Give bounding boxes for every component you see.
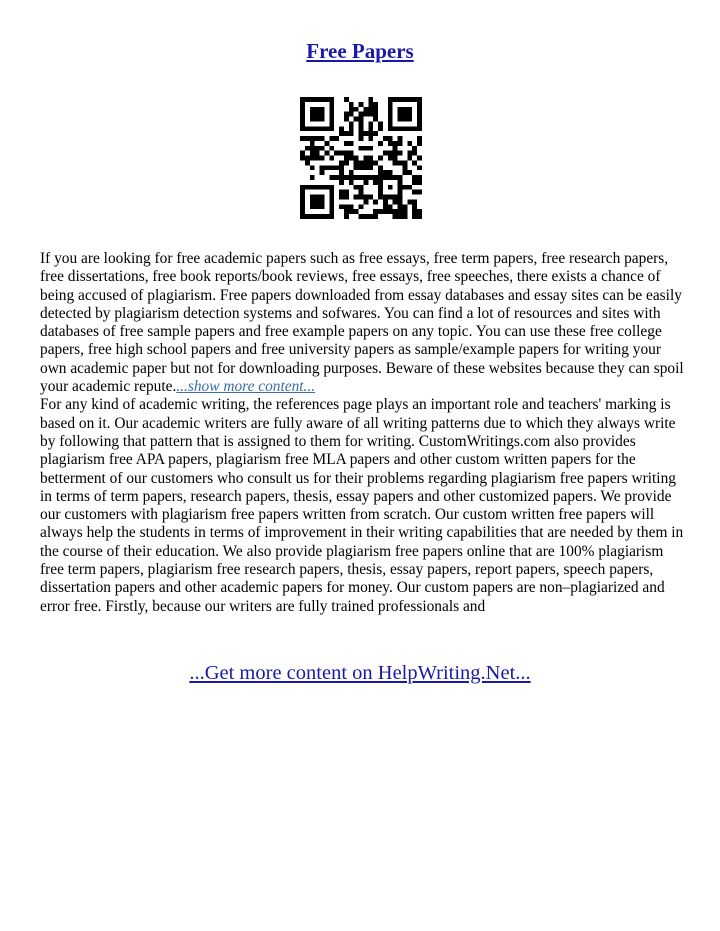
article-paragraph-1 <box>40 250 686 396</box>
footer <box>0 660 720 686</box>
show-more-link[interactable]: ...show more content... <box>176 378 316 396</box>
get-more-content-link[interactable]: ...Get more content on HelpWriting.Net... <box>189 662 531 684</box>
qr-code-icon <box>300 97 422 219</box>
article-paragraph-2: For any kind of academic writing, the references page plays an important role and teachers' marking is based on it. Our academic writers are fully aware of all writing patterns due to which they always write by following that pattern that is assigned to them for writing. CustomWritings.com also provides plagiarism free APA papers, plagiarism free MLA papers and other custom written papers for the betterment of our customers who consult us for their problems regarding plagiarism free papers writing in terms of term papers, research papers, thesis, essay papers and other customized papers. We provide our customers with plagiarism free papers written from scratch. Our custom written free papers will always help the students in terms of improvement in their writing capabilities that are needed by them in the course of their education. We also provide plagiarism free papers online that are 100% plagiarism free term papers, plagiarism free research papers, thesis, essay papers, report papers, speech papers, dissertation papers and other academic papers for money. Our custom papers are non–plagiarized and error free. Firstly, because our writers are fully trained professionals and <box>40 396 684 615</box>
title-link[interactable]: Free Papers <box>306 39 414 63</box>
paragraph-1-text: If you are looking for free academic papers such as free essays, free term papers, free research papers, free dissertations, free book reports/book reviews, free essays, free speeches, there exists a chance of being accused of plagiarism. Free papers downloaded from essay databases and essay sites can be easily detected by plagiarism detection systems and sofwares. You can find a lot of resources and sites with databases of free sample papers and free example papers on any topic. You can use these free college papers, free high school papers and free university papers as sample/example papers for writing your own academic paper but not for downloading purposes. Beware of these websites because they can spoil your academic repute. <box>40 250 684 396</box>
page-title <box>0 37 720 65</box>
article-body <box>40 250 686 616</box>
